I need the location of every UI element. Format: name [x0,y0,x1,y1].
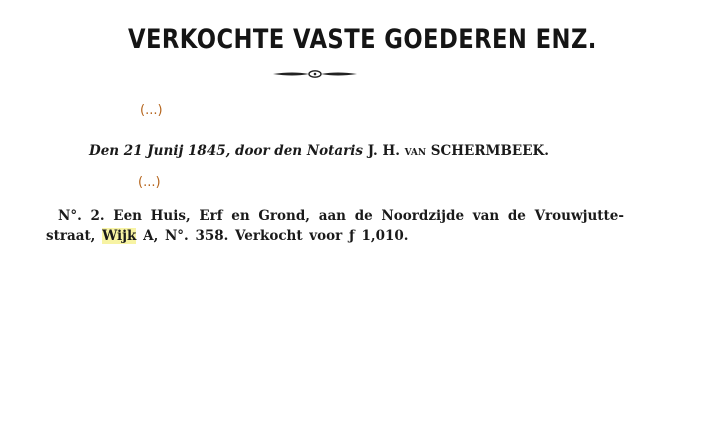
highlighted-term: Wijk [102,228,137,244]
sale-date: Den 21 Junij 1845, [89,143,231,159]
sale-dateline [89,143,549,159]
omission-marker: (...) [140,103,163,118]
sale-by: door den Notaris [235,143,363,159]
notary-name: van SCHERMBEEK. [404,143,549,159]
decorative-rule [271,68,359,80]
omission-marker: (...) [138,175,161,190]
entry-details: A, N°. 358. Verkocht voor ƒ 1,010. [143,228,409,244]
notary-initials: J. H. [367,143,400,159]
entry-line-1: N°. 2. Een Huis, Erf en Grond, aan de Noordzijde van de Vrouwjutte- [58,208,624,224]
entry-street: straat, [46,228,96,244]
page-title: VERKOCHTE VASTE GOEDEREN ENZ. [128,24,597,55]
entry-line-2 [46,228,408,244]
